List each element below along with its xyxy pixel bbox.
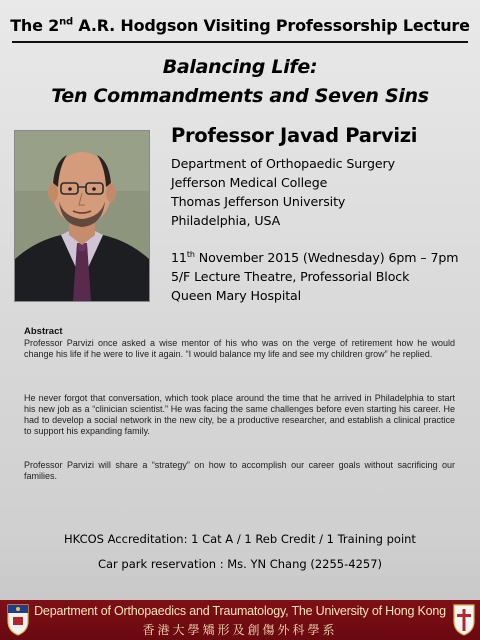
event-hospital: Queen Mary Hospital (171, 288, 302, 303)
car-park-reservation: Car park reservation : Ms. YN Chang (2255-4257) (97, 557, 383, 571)
affiliation-city: Philadelphia, USA (171, 213, 281, 228)
date-ordinal: th (186, 249, 195, 259)
department-name-chinese: 香港大學矯形及創傷外科學系 (142, 623, 338, 637)
abstract-heading: Abstract (24, 326, 63, 337)
lecture-series-title: The 2nd A.R. Hodgson Visiting Professorship Lecture (10, 16, 470, 35)
abstract-paragraph-3: Professor Parvizi will share a “strategy” on how to accomplish our career goals without sacrificing our families. (24, 460, 455, 481)
ordinal-suffix: nd (59, 16, 73, 28)
speaker-portrait-illustration (15, 131, 149, 301)
event-venue: 5/F Lecture Theatre, Professorial Block (171, 269, 410, 284)
title-underline (12, 41, 468, 43)
accreditation-note: HKCOS Accreditation: 1 Cat A / 1 Reb Credit / 1 Training point (64, 532, 416, 546)
talk-title-line-1: Balancing Life: (162, 56, 318, 78)
speaker-photo (14, 130, 150, 302)
event-date-time: 11th November 2015 (Wednesday) 6pm – 7pm (171, 249, 459, 265)
talk-title-line-2: Ten Commandments and Seven Sins (51, 85, 429, 107)
affiliation-university: Thomas Jefferson University (171, 194, 346, 209)
abstract-paragraph-1: Professor Parvizi once asked a wise mentor of his who was on the verge of retirement how he would change his life if he were to live it again. “I would balance my life and see my children grow” he replied. (24, 338, 455, 359)
affiliation-college: Jefferson Medical College (171, 175, 328, 190)
department-name-english: Department of Orthopaedics and Traumatology, The University of Hong Kong (34, 604, 446, 618)
abstract-paragraph-2: He never forgot that conversation, which took place around the time that he arrived in Philadelphia to start his new job as a “clinician scientist.” He was facing the same challenges before even starting his career. He had to develop a social network in the new city, be a productive researcher, and establish a clinical practice to support his expanding family. (24, 393, 455, 436)
speaker-name: Professor Javad Parvizi (171, 124, 418, 147)
affiliation-department: Department of Orthopaedic Surgery (171, 156, 395, 171)
